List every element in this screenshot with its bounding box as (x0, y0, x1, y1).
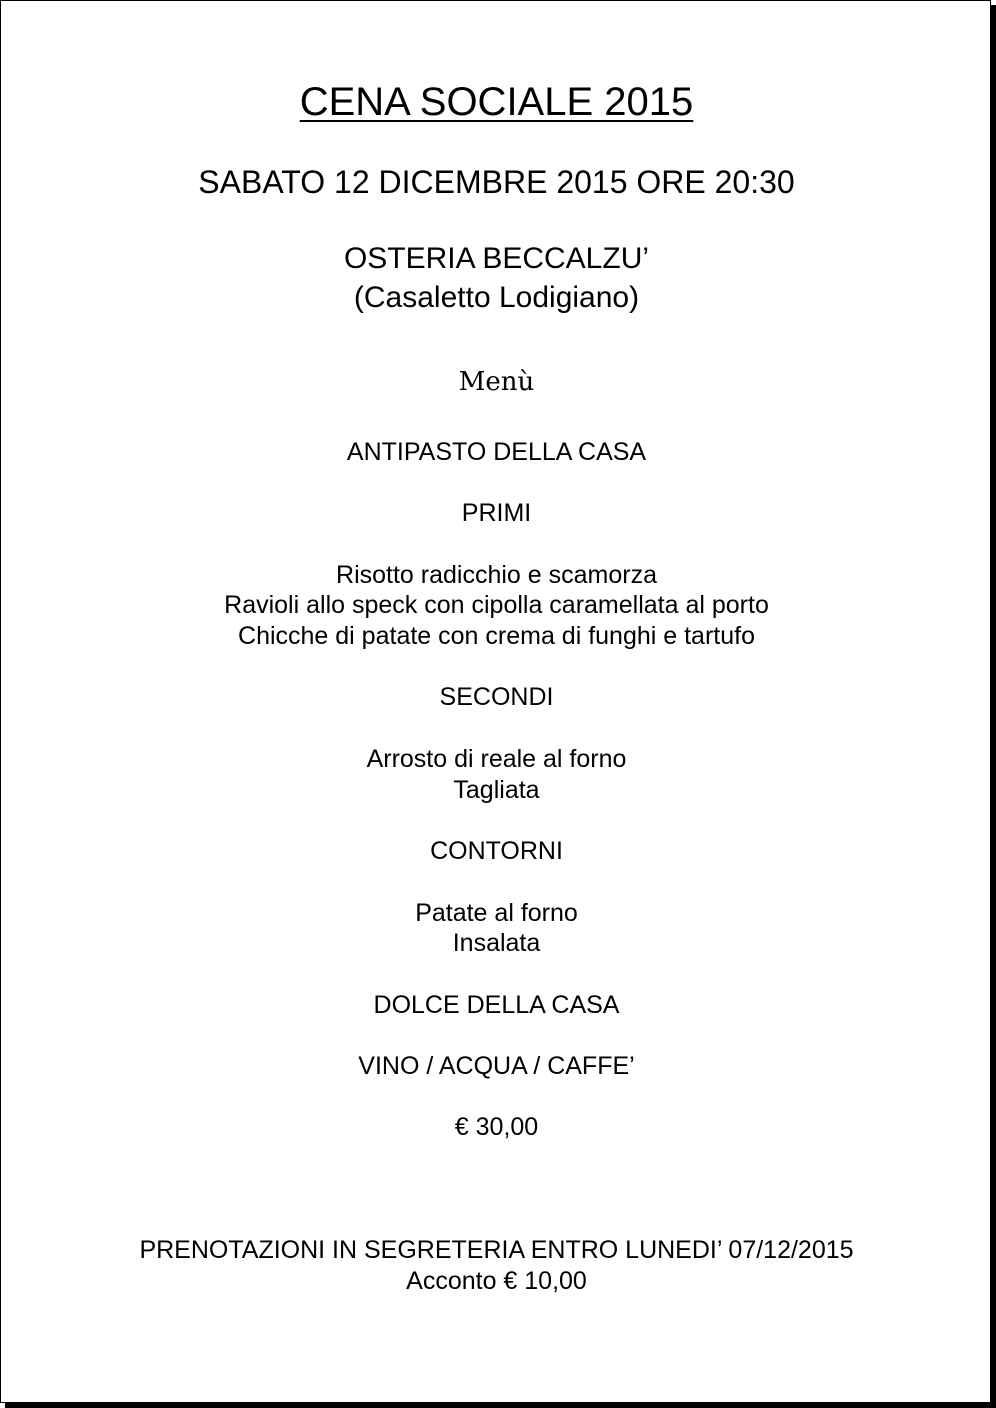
event-title: CENA SOCIALE 2015 (299, 80, 694, 124)
menu-primi-heading: PRIMI (461, 499, 532, 527)
menu-bevande: VINO / ACQUA / CAFFE’ (358, 1052, 635, 1080)
menu-primi-item: Ravioli allo speck con cipolla caramellata al porto (224, 591, 769, 619)
page-shadow-right (991, 5, 996, 1408)
menu-secondi-item: Tagliata (453, 776, 540, 804)
menu-primi-item: Risotto radicchio e scamorza (336, 561, 657, 589)
menu-contorni-heading: CONTORNI (430, 837, 563, 865)
menu-dolce: DOLCE DELLA CASA (373, 991, 620, 1019)
event-date: SABATO 12 DICEMBRE 2015 ORE 20:30 (198, 164, 795, 200)
booking-deposit: Acconto € 10,00 (406, 1267, 587, 1295)
menu-secondi-item: Arrosto di reale al forno (366, 745, 627, 773)
booking-note: PRENOTAZIONI IN SEGRETERIA ENTRO LUNEDI’ 07/12/2015 (139, 1236, 854, 1264)
menu-heading: Menù (458, 367, 535, 397)
venue-location: (Casaletto Lodigiano) (353, 281, 640, 314)
menu-price: € 30,00 (454, 1113, 539, 1141)
menu-contorni-item: Insalata (452, 929, 541, 957)
venue-name: OSTERIA BECCALZU’ (343, 242, 650, 275)
menu-antipasto: ANTIPASTO DELLA CASA (346, 438, 647, 466)
page-shadow-bottom (5, 1403, 996, 1408)
menu-contorni-item: Patate al forno (415, 899, 578, 927)
menu-primi-item: Chicche di patate con crema di funghi e tartufo (238, 622, 755, 650)
menu-secondi-heading: SECONDI (439, 683, 554, 711)
